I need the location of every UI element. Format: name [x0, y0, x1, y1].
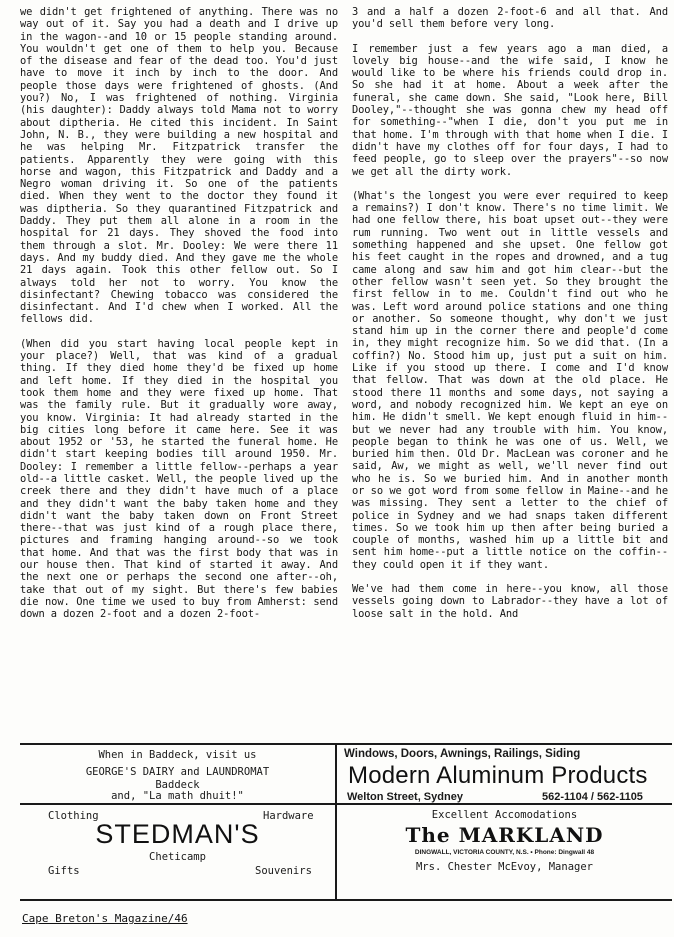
article-paragraph: (When did you start having local people kept in your place?) Well, that was kind of a gradual thing. If they died home they'd be fixed up home and left home. If they died in the hospital you took them home and they were fixed up home. That was the family rule. But it gradually wore away, you know. Virginia: It had already started in the big cities long before it came here. See it was about 1952 or '53, he started the funeral home. He didn't start keeping bodies till around 1950. Mr. Dooley: I remember a little fellow--perhaps a year old--a little casket. Well, the people lived up the creek there and they didn't have much of a place and they didn't want the baby taken home and they didn't want the baby taken down on Front Street there--that was just kind of a rough place there, pictures and framing hanging around--so we took that home. And that was the first body that was in our house then. That kind of started it away. And the next one or perhaps the second one after--oh, take that out of my sight. But there's few babies die now. One time we used to buy from Amherst: send down a dozen 2-foot and a dozen 2-foot- [20, 337, 338, 621]
article-paragraph: we didn't get frightened of anything. There was no way out of it. Say you had a death and I drive up in the wagon--and 10 or 15 people standing around. You wouldn't get one of them to help you. Because of the disease and fear of the dead too. You'd just have to move it inch by inch to the door. And people those days were frightened of ghosts. (And you?) No, I was frightened of nothing. Virginia (his daughter): Daddy always told Mama not to worry about diptheria. He cited this incident. In Saint John, N. B., they were building a new hospital and he was helping Mr. Fitzpatrick transfer the patients. Apparently they were going with this horse and wagon, this Fitzpatrick and Daddy and a Negro woman driving it. So one of the patients died. When they went to the doctor they found it was diptheria. So they quarantined Fitzpatrick and Daddy. They put them all alone in a room in the hospital for 21 days. They shoved the food into them through a slot. Mr. Dooley: We were there 11 days. And my buddy died. And they gave me the whole 21 days again. Took this other fellow out. So I always told her not to worry. You know the disinfectant? Chewing tobacco was considered the disinfectant. And I'd chew when I worked. All the fellows did. [20, 6, 338, 326]
page-footer: Cape Breton's Magazine/46 [22, 912, 188, 925]
ad-middle-rule [20, 803, 672, 805]
markland-manager: Mrs. Chester McEvoy, Manager [415, 861, 593, 873]
markland-name: The MARKLAND [405, 823, 604, 847]
georges-line-3: Baddeck [155, 779, 200, 791]
article-left-column [20, 6, 338, 633]
ad-center-rule [335, 743, 337, 901]
article-paragraph: (What's the longest you were ever required to keep a remains?) I don't know. There's no time limit. We had one fellow there, his boat upset out--they were rum running. Two went out in little vessels and something happened and she upset. One fellow got his feet caught in the ropes and drowned, and a tug came along and saw him and got him clear--but the other fellow wasn't seen yet. So they brought the first fellow in to me. Couldn't find out who he was. Left word around police stations and one thing or another. So someone thought, why don't we just stand him up in the corner there and people'd come in, they might recognize him. So we did that. (In a coffin?) No. Stood him up, just put a suit on him. Like if you stood up there. I come and I'd know that fellow. That was down at the old place. He stood there 11 months and some days, not saying a word, and nobody recognized him. We kept an eye on him. He didn't smell. We kept enough fluid in him--but we never had any trouble with him. You know, people began to think he was one of us. Well, we buried him then. Old Dr. MacLean was coroner and he said, Aw, we might as well, we'll never find out who he is. So we buried him. And in another month or so we got word from some fellow in Maine--and he was missing. They sent a letter to the chief of police in Sydney and we had snaps taken different times. So we took him up then after being buried a couple of months, washed him up a little bit and sent him home--put a little notice on the coffin--they could open it if they want. [352, 189, 668, 571]
georges-line-4: and, "La math dhuit!" [111, 790, 244, 802]
map-phones: 562-1104 / 562-1105 [542, 791, 643, 803]
article-right-column [352, 6, 668, 632]
stedmans-name: STEDMAN'S [95, 819, 260, 849]
georges-line-1: When in Baddeck, visit us [98, 749, 257, 761]
article-paragraph: 3 and a half a dozen 2-foot-6 and all that. And you'd sell them before very long. [352, 6, 668, 31]
stedmans-clothing: Clothing [48, 810, 99, 822]
stedmans-gifts: Gifts [48, 865, 80, 877]
map-company-name: Modern Aluminum Products [348, 762, 648, 789]
stedmans-hardware: Hardware [263, 810, 314, 822]
stedmans-town: Cheticamp [149, 851, 206, 863]
advertisement-block [20, 743, 672, 903]
map-services: Windows, Doors, Awnings, Railings, Siding [344, 748, 581, 760]
ad-top-rule [20, 743, 672, 745]
ad-bottom-rule [20, 899, 672, 901]
georges-line-2: GEORGE'S DAIRY and LAUNDROMAT [85, 766, 270, 778]
article-paragraph: We've had them come in here--you know, all those vessels going down to Labrador--they have a lot of loose salt in the hold. And [352, 583, 668, 620]
markland-location: DINGWALL, VICTORIA COUNTY, N.S. • Phone: Dingwall 48 [414, 849, 595, 856]
article-paragraph: I remember just a few years ago a man died, a lovely big house--and the wife said, I know he would like to be where his friends could drop in. So she had it at home. About a week after the funeral, she came down. She said, "Look here, Bill Dooley,"--thought she was gonna chew my head off for something--"when I die, don't you put me in that home. I'm through with that home when I die. I didn't have my clothes off for four days, I had to feed people, go to sleep over the prayers"--so now we get all the dirty work. [352, 42, 668, 178]
stedmans-souvenirs: Souvenirs [255, 865, 312, 877]
markland-tagline: Excellent Accomodations [431, 809, 578, 821]
map-address: Welton Street, Sydney [347, 791, 463, 803]
